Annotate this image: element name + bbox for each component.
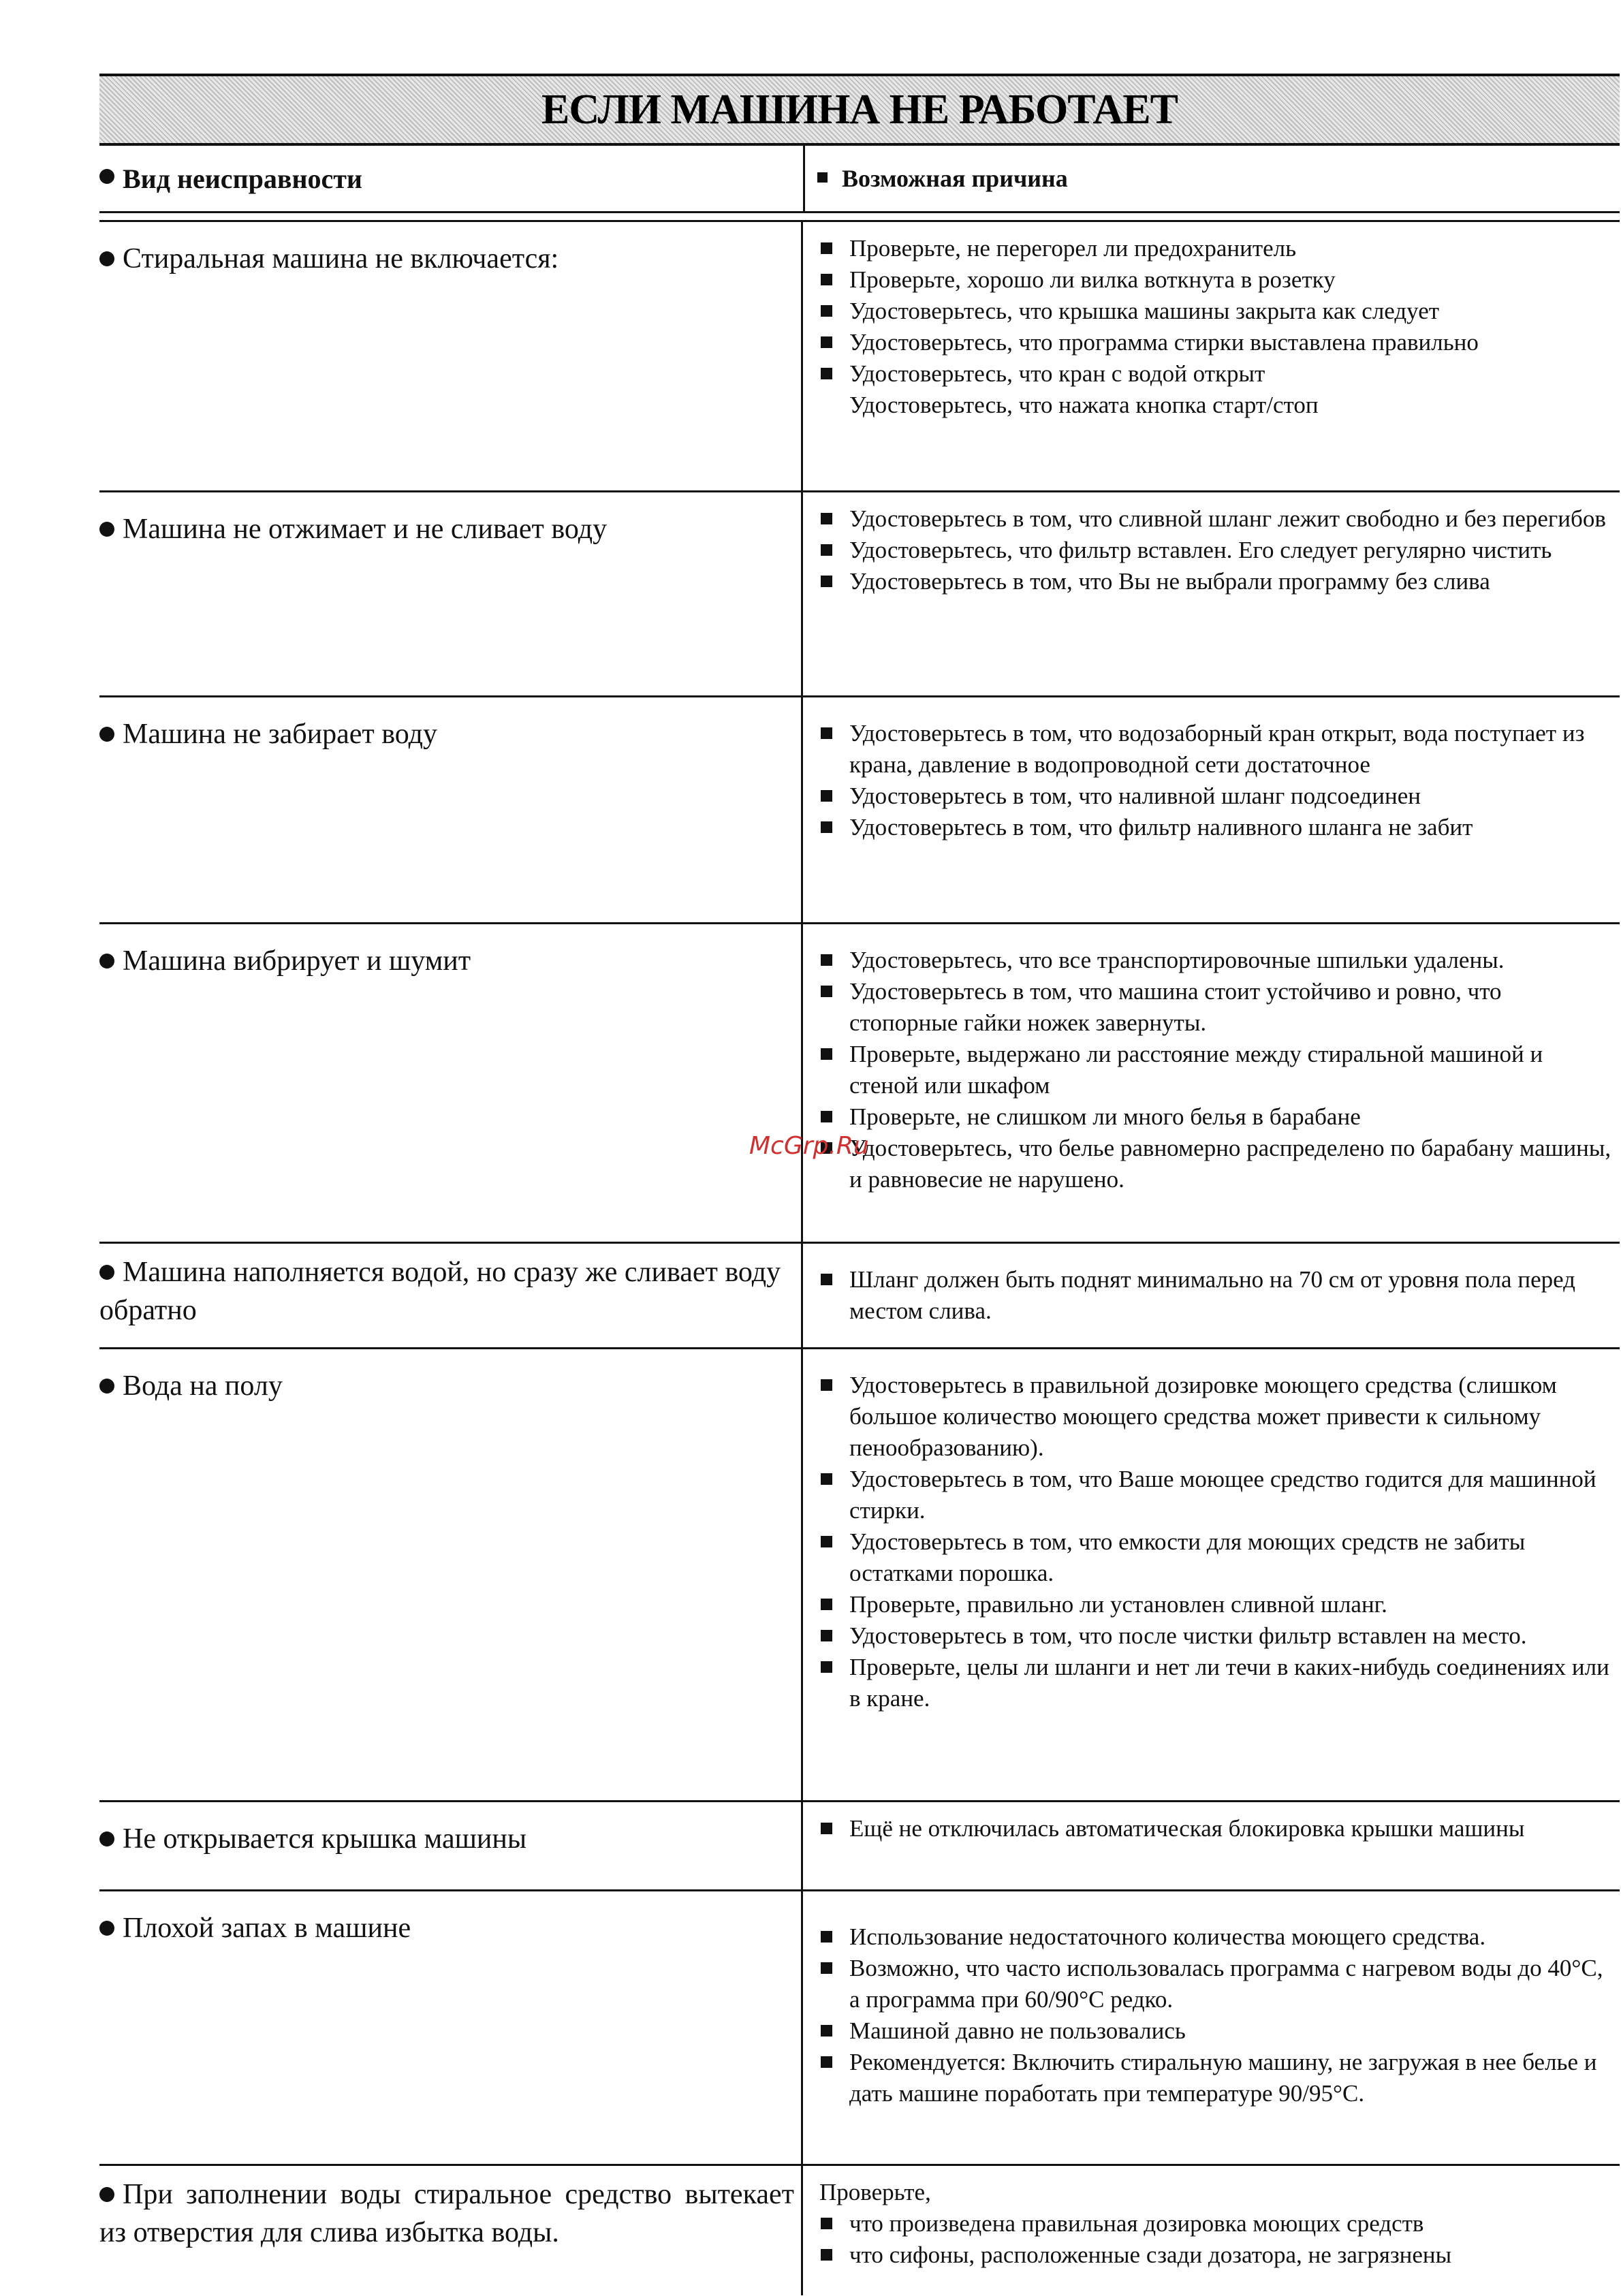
cause-cell — [803, 222, 1620, 490]
square-bullet-icon — [821, 1931, 832, 1943]
bullet-dot-icon — [99, 1921, 114, 1936]
square-bullet-icon — [821, 1661, 832, 1673]
fault-text: Машина наполняется водой, но сразу же сливает воду обратно — [99, 1257, 781, 1326]
table-row — [99, 1891, 1620, 2166]
cause-item — [817, 327, 1613, 358]
cause-text: Проверьте, выдержано ли расстояние между стиральной машиной и стеной или шкафом — [849, 1041, 1543, 1099]
cause-item — [817, 945, 1613, 976]
cause-item — [817, 1589, 1613, 1620]
cause-item — [817, 1813, 1613, 1844]
cause-item — [817, 812, 1613, 843]
fault-cell — [99, 697, 803, 922]
cause-cell — [803, 1891, 1620, 2164]
cause-item — [817, 976, 1613, 1039]
cause-item — [817, 535, 1613, 566]
square-bullet-icon — [821, 1048, 832, 1060]
fault-text: Машина не отжимает и не сливает воду — [123, 514, 608, 545]
cause-item — [817, 2047, 1613, 2109]
square-bullet-icon — [821, 727, 832, 739]
watermark: McGrp.Ru — [749, 1132, 869, 1160]
cause-text: Удостоверьтесь в том, что Вы не выбрали программу без слива — [849, 568, 1490, 595]
fault-text: Плохой запах в машине — [123, 1913, 411, 1944]
square-bullet-icon — [821, 2218, 832, 2229]
fault-cell — [99, 924, 803, 1242]
square-bullet-icon — [821, 576, 832, 587]
cause-item — [817, 503, 1613, 535]
square-bullet-icon — [821, 2025, 832, 2036]
cause-item — [817, 264, 1613, 296]
cause-text: Удостоверьтесь в том, что после чистки фильтр вставлен на место. — [849, 1622, 1527, 1649]
square-bullet-icon — [821, 1536, 832, 1547]
cause-text: Использование недостаточного количества моющего средства. — [849, 1923, 1486, 1950]
cause-item — [817, 1652, 1613, 1714]
bullet-dot-icon — [99, 954, 114, 969]
fault-text: Машина не забирает воду — [123, 719, 437, 750]
bullet-dot-icon — [99, 1379, 114, 1394]
cause-text: Проверьте, не слишком ли много белья в барабане — [849, 1103, 1361, 1130]
cause-text: Проверьте, не перегорел ли предохранитель — [849, 235, 1297, 262]
square-bullet-icon — [821, 1274, 832, 1285]
cause-text: Удостоверьтесь в правильной дозировке моющего средства (слишком большое количество моющего средства может привести к сильному пенообразованию). — [849, 1372, 1557, 1461]
square-bullet-icon — [821, 1962, 832, 1974]
cause-item — [817, 233, 1613, 264]
bullet-dot-icon — [99, 251, 114, 266]
header-fault — [99, 146, 805, 211]
square-bullet-icon — [821, 305, 832, 317]
square-bullet-icon — [821, 986, 832, 997]
table-row — [99, 1244, 1620, 1349]
square-bullet-icon — [821, 2056, 832, 2068]
fault-cell — [99, 1349, 803, 1800]
cause-text: Удостоверьтесь, что все транспортировочные шпильки удалены. — [849, 947, 1505, 973]
cause-item — [817, 1526, 1613, 1589]
cause-cell — [803, 492, 1620, 695]
cause-item — [817, 1101, 1613, 1133]
cause-text: Удостоверьтесь в том, что фильтр наливного шланга не забит — [849, 814, 1473, 840]
square-bullet-icon — [821, 274, 832, 285]
bullet-dot-icon — [99, 1265, 114, 1280]
cause-item — [817, 1921, 1613, 1953]
cause-cell — [803, 2166, 1620, 2295]
table-row — [99, 1349, 1620, 1802]
troubleshooting-page — [99, 74, 1620, 2295]
cause-text: Возможно, что часто использовалась программа с нагревом воды до 40°С, а программа при 60/90°С редко. — [849, 1955, 1603, 2013]
fault-text: Вода на полу — [123, 1370, 283, 1402]
cause-item — [817, 358, 1613, 390]
header-fault-label: Вид неисправности — [123, 163, 362, 194]
cause-text: Удостоверьтесь в том, что емкости для моющих средств не забиты остатками порошка. — [849, 1528, 1526, 1586]
bullet-dot-icon — [99, 1831, 114, 1846]
cause-item — [817, 1464, 1613, 1526]
cause-text: Удостоверьтесь, что белье равномерно распределено по барабану машины, и равновесие не нарушено. — [849, 1135, 1611, 1193]
cause-text: Машиной давно не пользовались — [849, 2017, 1186, 2044]
square-bullet-icon — [821, 544, 832, 556]
square-bullet-icon — [821, 1823, 832, 1834]
fault-text: При заполнении воды стиральное средство вытекает из отверстия для слива избытка воды. — [99, 2179, 794, 2248]
cause-text: Удостоверьтесь в том, что водозаборный кран открыт, вода поступает из крана, давление в водопроводной сети достаточное — [849, 720, 1585, 778]
square-bullet-icon — [817, 172, 828, 183]
fault-text: Стиральная машина не включается: — [123, 243, 559, 274]
cause-text: Удостоверьтесь в том, что Ваше моющее средство годится для машинной стирки. — [849, 1466, 1596, 1524]
square-bullet-icon — [821, 821, 832, 833]
cause-cell — [803, 1244, 1620, 1347]
bullet-dot-icon — [99, 727, 114, 742]
table-row — [99, 222, 1620, 492]
fault-cell — [99, 1244, 803, 1347]
table-row — [99, 1802, 1620, 1891]
header-cause-item — [817, 164, 1068, 193]
square-bullet-icon — [821, 1379, 832, 1391]
cause-item — [817, 1133, 1613, 1195]
cause-item — [817, 1620, 1613, 1652]
fault-cell — [99, 222, 803, 490]
cause-cell — [803, 697, 1620, 922]
cause-item — [817, 2239, 1613, 2271]
square-bullet-icon — [821, 1630, 832, 1641]
cause-text: Удостоверьтесь, что кран с водой открыт — [849, 360, 1265, 387]
page-title: ЕСЛИ МАШИНА НЕ РАБОТАЕТ — [541, 87, 1178, 133]
square-bullet-icon — [821, 513, 832, 524]
cause-item — [817, 1953, 1613, 2015]
cause-item — [817, 2208, 1613, 2239]
square-bullet-icon — [821, 954, 832, 966]
bullet-dot-icon — [99, 2187, 114, 2202]
cause-text: что сифоны, расположенные сзади дозатора, не загрязнены — [849, 2242, 1452, 2268]
cause-intro: Проверьте, — [819, 2179, 931, 2205]
square-bullet-icon — [821, 242, 832, 254]
bullet-dot-icon — [99, 169, 114, 184]
title-banner — [99, 74, 1620, 146]
fault-cell — [99, 2166, 803, 2295]
cause-item — [817, 1370, 1613, 1464]
cause-item — [817, 296, 1613, 327]
cause-text: Удостоверьтесь, что программа стирки выставлена правильно — [849, 329, 1479, 356]
table-row — [99, 697, 1620, 924]
table-row — [99, 2166, 1620, 2295]
fault-text: Машина вибрирует и шумит — [123, 945, 471, 977]
square-bullet-icon — [821, 1599, 832, 1610]
cause-item — [817, 566, 1613, 597]
header-cause — [805, 146, 1620, 211]
fault-cell — [99, 1891, 803, 2164]
table-row — [99, 924, 1620, 1244]
header-divider — [99, 213, 1620, 222]
fault-cell — [99, 1802, 803, 1889]
cause-item — [817, 1039, 1613, 1101]
cause-item — [817, 2015, 1613, 2047]
cause-text: Рекомендуется: Включить стиральную машину, не загружая в нее белье и дать машине поработать при температуре 90/95°С. — [849, 2049, 1597, 2107]
bullet-dot-icon — [99, 522, 114, 537]
cause-text: Ещё не отключилась автоматическая блокировка крышки машины — [849, 1815, 1525, 1842]
fault-text: Не открывается крышка машины — [123, 1823, 527, 1855]
cause-item — [817, 781, 1613, 812]
cause-text: Удостоверьтесь в том, что наливной шланг подсоединен — [849, 783, 1421, 809]
cause-item — [817, 1264, 1613, 1327]
cause-cell — [803, 924, 1620, 1242]
header-cause-label: Возможная причина — [842, 165, 1068, 192]
fault-cell — [99, 492, 803, 695]
cause-text: Шланг должен быть поднят минимально на 70 см от уровня пола перед местом слива. — [849, 1266, 1575, 1324]
cause-cell — [803, 1349, 1620, 1800]
cause-text: Удостоверьтесь, что фильтр вставлен. Его следует регулярно чистить — [849, 537, 1552, 563]
cause-text: Проверьте, правильно ли установлен сливной шланг. — [849, 1591, 1387, 1618]
troubleshooting-table — [99, 222, 1620, 2295]
square-bullet-icon — [821, 368, 832, 379]
cause-cell — [803, 1802, 1620, 1889]
cause-item — [817, 718, 1613, 781]
square-bullet-icon — [821, 1473, 832, 1485]
cause-extra: Удостоверьтесь, что нажата кнопка старт/стоп — [849, 392, 1319, 418]
square-bullet-icon — [821, 2249, 832, 2261]
cause-text: Проверьте, хорошо ли вилка воткнута в розетку — [849, 266, 1336, 293]
cause-text: Проверьте, целы ли шланги и нет ли течи в каких-нибудь соединениях или в кране. — [849, 1654, 1609, 1712]
table-header — [99, 146, 1620, 213]
cause-text: Удостоверьтесь, что крышка машины закрыта как следует — [849, 298, 1440, 324]
cause-text: что произведена правильная дозировка моющих средств — [849, 2210, 1424, 2237]
square-bullet-icon — [821, 336, 832, 348]
cause-text: Удостоверьтесь в том, что машина стоит устойчиво и ровно, что стопорные гайки ножек завернуты. — [849, 978, 1502, 1036]
table-row — [99, 492, 1620, 697]
square-bullet-icon — [821, 790, 832, 802]
cause-text: Удостоверьтесь в том, что сливной шланг лежит свободно и без перегибов — [849, 505, 1606, 532]
square-bullet-icon — [821, 1111, 832, 1122]
